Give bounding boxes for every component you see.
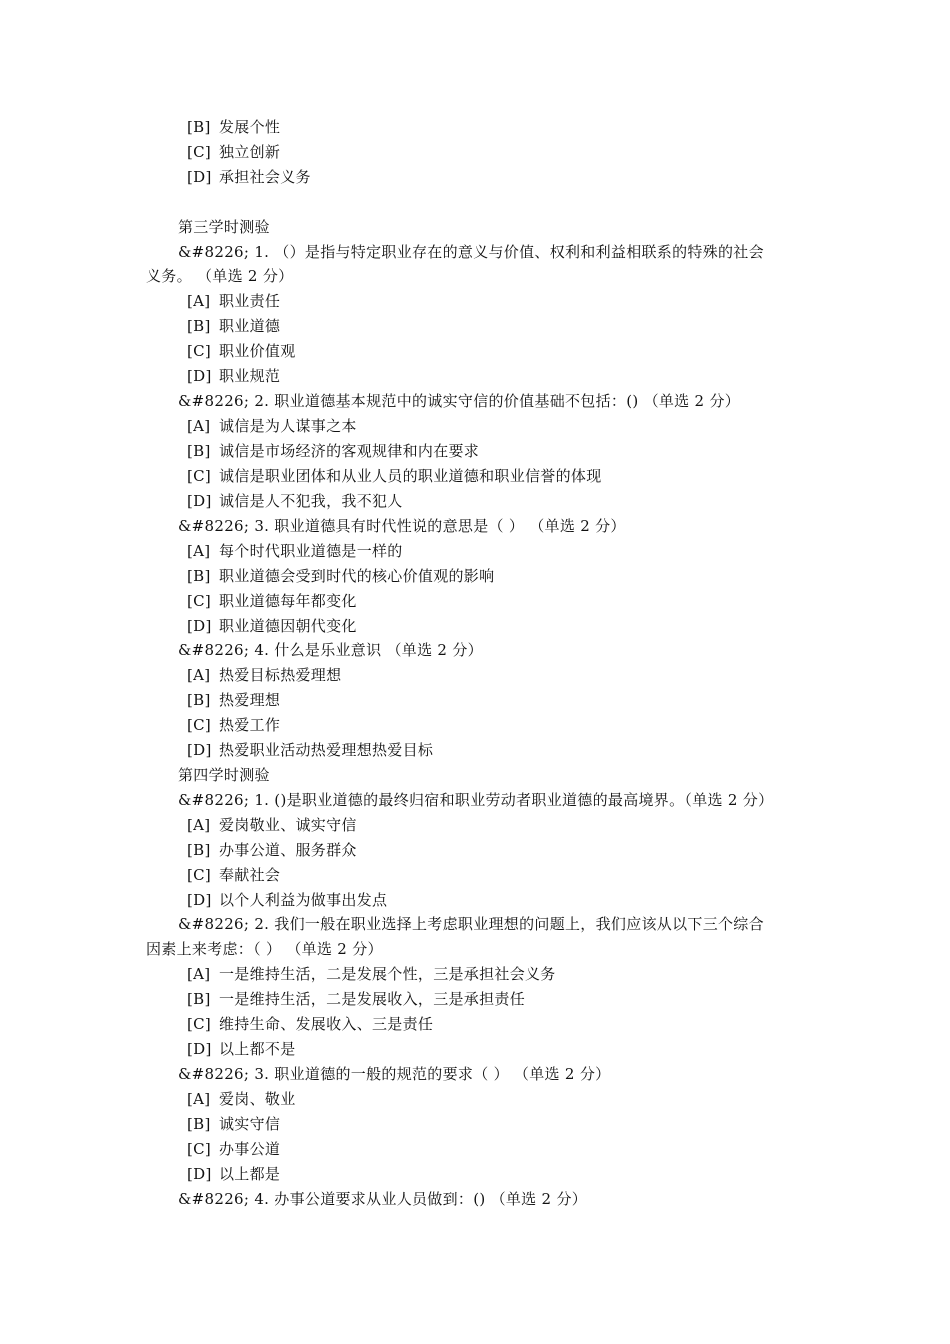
option-label: [D] xyxy=(187,891,212,909)
option-label: [B] xyxy=(187,317,211,335)
option-text: 诚信是人不犯我，我不犯人 xyxy=(219,492,403,510)
option-text: 每个时代职业道德是一样的 xyxy=(219,542,403,560)
answer-option xyxy=(187,964,556,984)
answer-option xyxy=(187,1039,296,1059)
answer-option xyxy=(187,466,602,486)
answer-option xyxy=(187,690,280,710)
answer-option xyxy=(187,441,479,461)
answer-option xyxy=(187,316,280,336)
answer-option xyxy=(187,167,311,187)
option-label: [C] xyxy=(187,866,212,884)
option-text: 以上都不是 xyxy=(219,1040,296,1058)
option-text: 诚信是市场经济的客观规律和内在要求 xyxy=(219,442,480,460)
option-text: 办事公道、服务群众 xyxy=(219,841,357,859)
option-text: 维持生命、发展收入、三是责任 xyxy=(219,1015,434,1033)
answer-option xyxy=(187,416,357,436)
answer-option xyxy=(187,591,357,611)
answer-option xyxy=(187,715,280,735)
answer-option xyxy=(187,541,403,561)
question-text: &#8226; 3. 职业道德具有时代性说的意思是（ ） （单选 2 分） xyxy=(178,517,626,535)
answer-option xyxy=(187,1164,280,1184)
option-label: [A] xyxy=(187,1090,211,1108)
option-text: 职业道德每年都变化 xyxy=(219,592,357,610)
option-label: [B] xyxy=(187,691,211,709)
answer-option xyxy=(187,890,387,910)
option-text: 奉献社会 xyxy=(219,866,281,884)
answer-option xyxy=(187,117,280,137)
option-text: 爱岗、敬业 xyxy=(219,1090,296,1108)
option-label: [D] xyxy=(187,741,212,759)
option-text: 职业责任 xyxy=(219,292,281,310)
option-label: [C] xyxy=(187,1015,212,1033)
answer-option xyxy=(187,491,403,511)
answer-option xyxy=(187,815,357,835)
option-text: 以个人利益为做事出发点 xyxy=(219,891,388,909)
answer-option xyxy=(187,566,494,586)
option-label: [B] xyxy=(187,990,211,1008)
option-text: 热爱工作 xyxy=(219,716,281,734)
answer-option xyxy=(187,1139,280,1159)
option-label: [D] xyxy=(187,1040,212,1058)
option-text: 职业道德会受到时代的核心价值观的影响 xyxy=(219,567,495,585)
option-text: 承担社会义务 xyxy=(219,168,311,186)
answer-option xyxy=(187,291,280,311)
question-text: &#8226; 3. 职业道德的一般的规范的要求（ ） （单选 2 分） xyxy=(178,1065,611,1083)
option-label: [D] xyxy=(187,168,212,186)
option-text: 诚信是为人谋事之本 xyxy=(219,417,357,435)
answer-option xyxy=(187,865,280,885)
option-label: [B] xyxy=(187,841,211,859)
answer-option xyxy=(187,740,433,760)
option-label: [D] xyxy=(187,617,212,635)
option-label: [A] xyxy=(187,542,211,560)
option-text: 发展个性 xyxy=(219,118,281,136)
option-label: [C] xyxy=(187,342,212,360)
option-label: [C] xyxy=(187,1140,212,1158)
option-label: [D] xyxy=(187,492,212,510)
option-text: 热爱理想 xyxy=(219,691,281,709)
question-continuation: 义务。 （单选 2 分） xyxy=(146,267,294,285)
answer-option xyxy=(187,989,525,1009)
answer-option xyxy=(187,341,296,361)
option-text: 办事公道 xyxy=(219,1140,281,1158)
option-label: [A] xyxy=(187,417,211,435)
question-text: &#8226; 2. 职业道德基本规范中的诚实守信的价值基础不包括：() （单选 2 分） xyxy=(178,392,741,410)
question-text: &#8226; 2. 我们一般在职业选择上考虑职业理想的问题上，我们应该从以下三个综合 xyxy=(178,915,764,933)
question-text: &#8226; 4. 什么是乐业意识 （单选 2 分） xyxy=(178,641,483,659)
option-label: [C] xyxy=(187,716,212,734)
option-text: 职业规范 xyxy=(219,367,281,385)
question-text: &#8226; 1. ()是职业道德的最终归宿和职业劳动者职业道德的最高境界。（单选 2 分） xyxy=(178,791,774,809)
option-text: 热爱目标热爱理想 xyxy=(219,666,342,684)
option-label: [A] xyxy=(187,666,211,684)
option-text: 一是维持生活，二是发展收入，三是承担责任 xyxy=(219,990,526,1008)
option-label: [B] xyxy=(187,1115,211,1133)
option-text: 诚信是职业团体和从业人员的职业道德和职业信誉的体现 xyxy=(219,467,602,485)
option-label: [C] xyxy=(187,143,212,161)
answer-option xyxy=(187,1014,433,1034)
answer-option xyxy=(187,840,357,860)
option-text: 热爱职业活动热爱理想热爱目标 xyxy=(219,741,434,759)
option-label: [C] xyxy=(187,592,212,610)
option-text: 以上都是 xyxy=(219,1165,281,1183)
option-text: 独立创新 xyxy=(219,143,281,161)
option-label: [B] xyxy=(187,567,211,585)
section-title: 第四学时测验 xyxy=(178,766,270,784)
option-text: 职业价值观 xyxy=(219,342,296,360)
question-text: &#8226; 4. 办事公道要求从业人员做到：() （单选 2 分） xyxy=(178,1190,588,1208)
option-label: [A] xyxy=(187,816,211,834)
option-label: [A] xyxy=(187,965,211,983)
option-label: [B] xyxy=(187,118,211,136)
answer-option xyxy=(187,1089,296,1109)
option-label: [D] xyxy=(187,1165,212,1183)
option-text: 职业道德 xyxy=(219,317,281,335)
option-label: [C] xyxy=(187,467,212,485)
option-label: [B] xyxy=(187,442,211,460)
option-text: 爱岗敬业、诚实守信 xyxy=(219,816,357,834)
answer-option xyxy=(187,1114,280,1134)
option-text: 一是维持生活，二是发展个性，三是承担社会义务 xyxy=(219,965,556,983)
answer-option xyxy=(187,142,280,162)
answer-option xyxy=(187,366,280,386)
option-label: [A] xyxy=(187,292,211,310)
answer-option xyxy=(187,616,357,636)
option-label: [D] xyxy=(187,367,212,385)
option-text: 诚实守信 xyxy=(219,1115,281,1133)
answer-option xyxy=(187,665,341,685)
section-title: 第三学时测验 xyxy=(178,218,270,236)
question-continuation: 因素上来考虑：（ ） （单选 2 分） xyxy=(146,940,383,958)
option-text: 职业道德因朝代变化 xyxy=(219,617,357,635)
question-text: &#8226; 1. （）是指与特定职业存在的意义与价值、权利和利益相联系的特殊的社会 xyxy=(178,243,764,261)
